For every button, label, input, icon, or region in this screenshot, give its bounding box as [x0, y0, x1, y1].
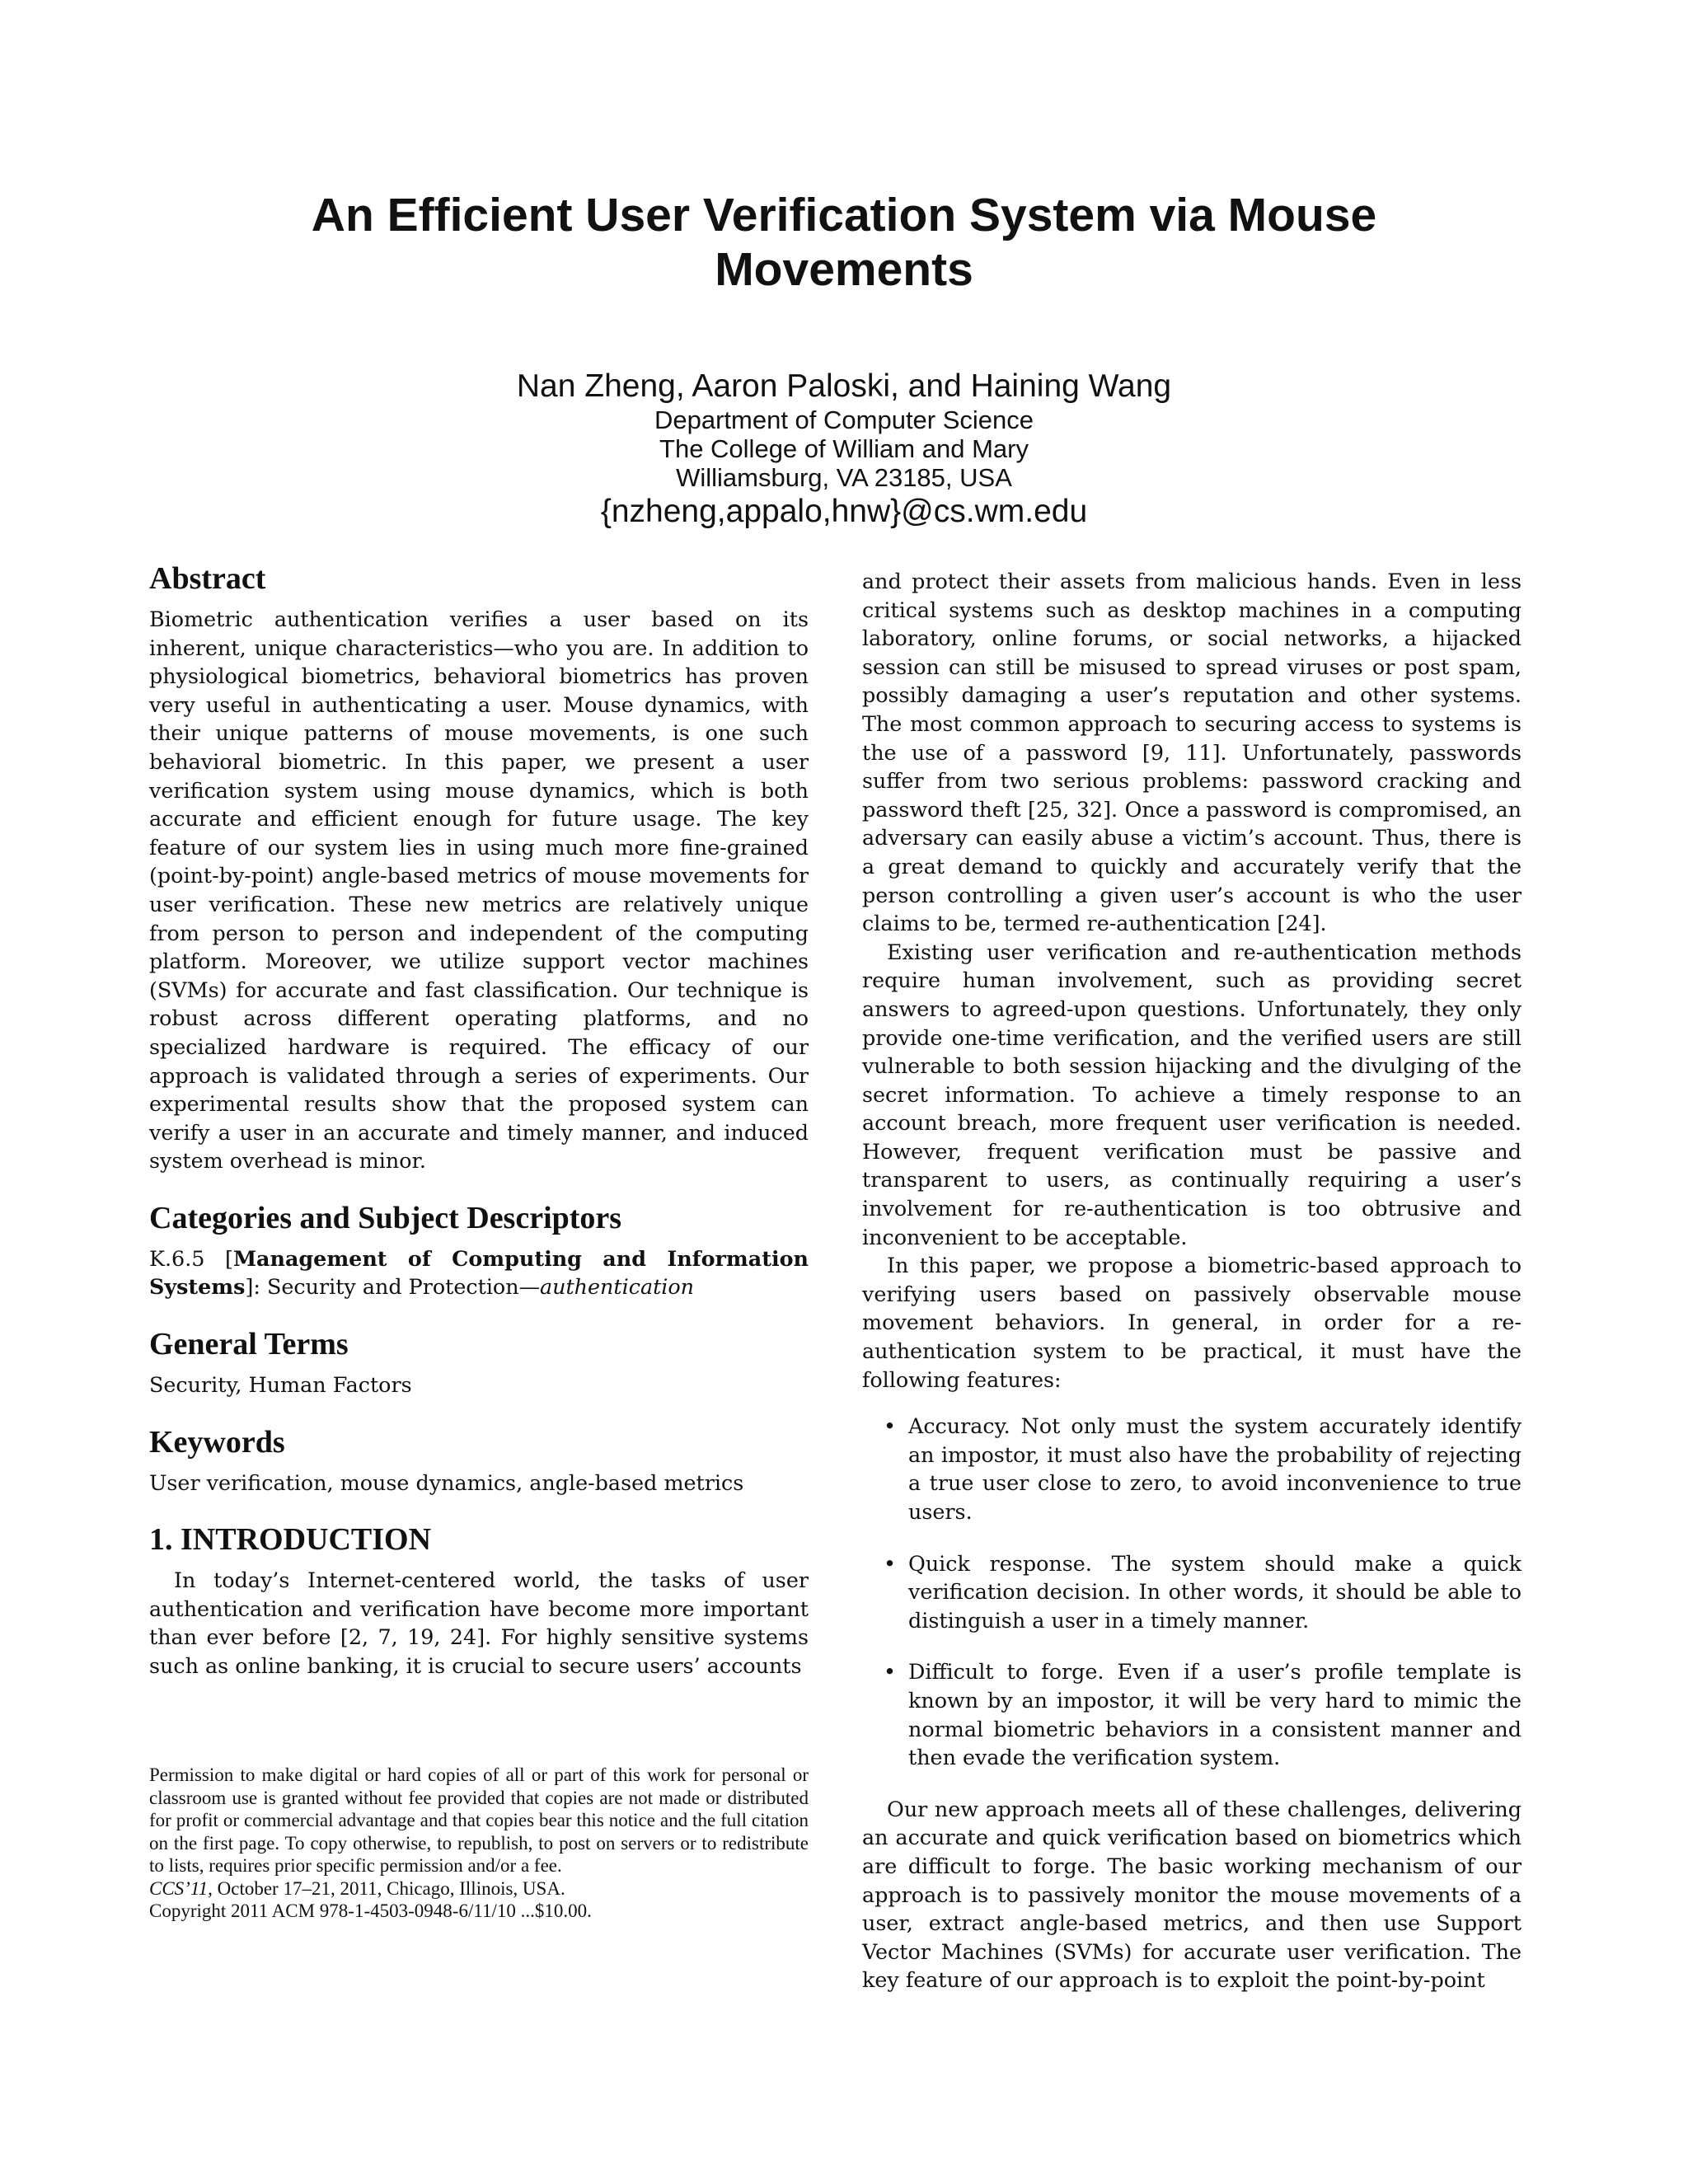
intro-paragraph-4: Our new approach meets all of these challenges, delivering an accurate and quick verification based on biometrics which are difficult to forge. The basic working mechanism of our approach is to passively monitor the mouse movements of a user, extract angle-based metrics, and then use Support Vector Machines (SVMs) for accurate user verification. The key feature of our approach is to exploit the point-by-point [862, 1796, 1522, 1993]
venue-name: CCS’11, [149, 1877, 213, 1899]
keywords-heading: Keywords [149, 1424, 285, 1460]
affiliation-college: The College of William and Mary [659, 434, 1029, 463]
intro-paragraph-1: In today’s Internet-centered world, the tasks of user authentication and verification have become more important than ever before [2, 7, 19, 24]. For highly sensitive systems such as online banking, it is crucial to secure users’ accounts [149, 1568, 809, 1679]
abstract-text: Biometric authentication verifies a user based on its inherent, unique characteristics—who you are. In addition to physiological biometrics, behavioral biometrics has proven very useful in authenticating a user. Mouse dynamics, with their unique patterns of mouse movements, is one such behavioral biometric. In this paper, we present a user verification system using mouse dynamics, which is both accurate and efficient enough for future usage. The key feature of our system lies in using much more fine-grained (point-by-point) angle-based metrics of mouse movements for user verification. These new metrics are relatively unique from person to person and independent of the computing platform. Moreover, we utilize support vector machines (SVMs) for accurate and fast classification. Our technique is robust across different operating platforms, and no specialized hardware is required. The efficacy of our approach is validated through a series of experiments. Our experimental results show that the proposed system can verify a user in an accurate and timely manner, and induced system overhead is minor. [149, 607, 809, 1174]
categories-text [149, 1244, 809, 1301]
permission-notice: Permission to make digital or hard copies of all or part of this work for personal or classroom use is granted without fee provided that copies are not made or distributed for profit or commercial advantage and that copies bear this notice and the full citation on the first page. To copy otherwise, to republish, to post on servers or to redistribute to lists, requires prior specific permission and/or a fee. [149, 1765, 809, 1876]
keywords-text: User verification, mouse dynamics, angle-based metrics [149, 1469, 744, 1495]
intro-paragraph-2: Existing user verification and re-authentication methods require human involvement, such as providing secret answers to agreed-upon questions. Unfortunately, they only provide one-time verification, and the verified users are still vulnerable to both session hijacking and the divulging of the secret information. To achieve a timely response to an account breach, more frequent user verification is needed. However, frequent verification must be passive and transparent to users, as continually requiring a user’s involvement for re-authentication is too obtrusive and inconvenient to be acceptable. [862, 939, 1522, 1249]
affiliation-department: Department of Computer Science [654, 405, 1034, 434]
intro-paragraph-1-continued: and protect their assets from malicious hands. Even in less critical systems such as desktop machines in a computing laboratory, online forums, or social networks, a hijacked session can still be misused to spread viruses or post spam, possibly damaging a user’s reputation and other systems. The most common approach to securing access to systems is the use of a password [9, 11]. Unfortunately, passwords suffer from two serious problems: password cracking and password theft [25, 32]. Once a password is compromised, an adversary can easily abuse a victim’s account. Thus, there is a great demand to quickly and accurately verify that the person controlling a given user’s account is who the user claims to be, termed re-authentication [24]. [862, 569, 1522, 936]
copyright-footnote [149, 1764, 809, 1923]
venue-details: October 17–21, 2011, Chicago, Illinois, USA. [212, 1877, 565, 1899]
list-item: • Quick response. The system should make a quick verification decision. In other words, it should be able to distinguish a user in a timely manner. [908, 1549, 1522, 1635]
general-terms-text: Security, Human Factors [149, 1372, 412, 1398]
introduction-heading: 1. INTRODUCTION [149, 1522, 432, 1558]
intro-paragraph-3: In this paper, we propose a biometric-based approach to verifying users based on passively observable mouse movement behaviors. In general, in order for a re-authentication system to be practical, it must have the following features: [862, 1253, 1522, 1392]
abstract-heading: Abstract [149, 561, 266, 596]
categories-code: K.6.5 [ [149, 1245, 233, 1271]
feature-list [862, 1412, 1522, 1772]
author-block [198, 368, 1490, 532]
venue-line [149, 1877, 809, 1900]
copyright-line: Copyright 2011 ACM 978-1-4503-0948-6/11/10 ...$10.00. [149, 1900, 592, 1921]
general-terms-heading: General Terms [149, 1327, 349, 1362]
categories-heading: Categories and Subject Descriptors [149, 1200, 622, 1235]
categories-rest: ]: Security and Protection— [245, 1274, 540, 1300]
affiliation-city: Williamsburg, VA 23185, USA [676, 463, 1012, 492]
categories-bold: Management of Computing and Information Systems [149, 1245, 809, 1300]
left-column [149, 560, 809, 1680]
paper-title: An Efficient User Verification System via Mouse Movements [311, 189, 1377, 296]
right-column [862, 567, 1522, 1994]
list-item: • Accuracy. Not only must the system accurately identify an impostor, it must also have the probability of rejecting a true user close to zero, to avoid inconvenience to true users. [908, 1412, 1522, 1526]
list-item: • Difficult to forge. Even if a user’s profile template is known by an impostor, it will be very hard to mimic the normal biometric behaviors in a consistent manner and then evade the verification system. [908, 1657, 1522, 1771]
author-names: Nan Zheng, Aaron Paloski, and Haining Wang [516, 368, 1172, 404]
author-emails: {nzheng,appalo,hnw}@cs.wm.edu [600, 494, 1088, 529]
categories-italic: authentication [539, 1274, 695, 1300]
